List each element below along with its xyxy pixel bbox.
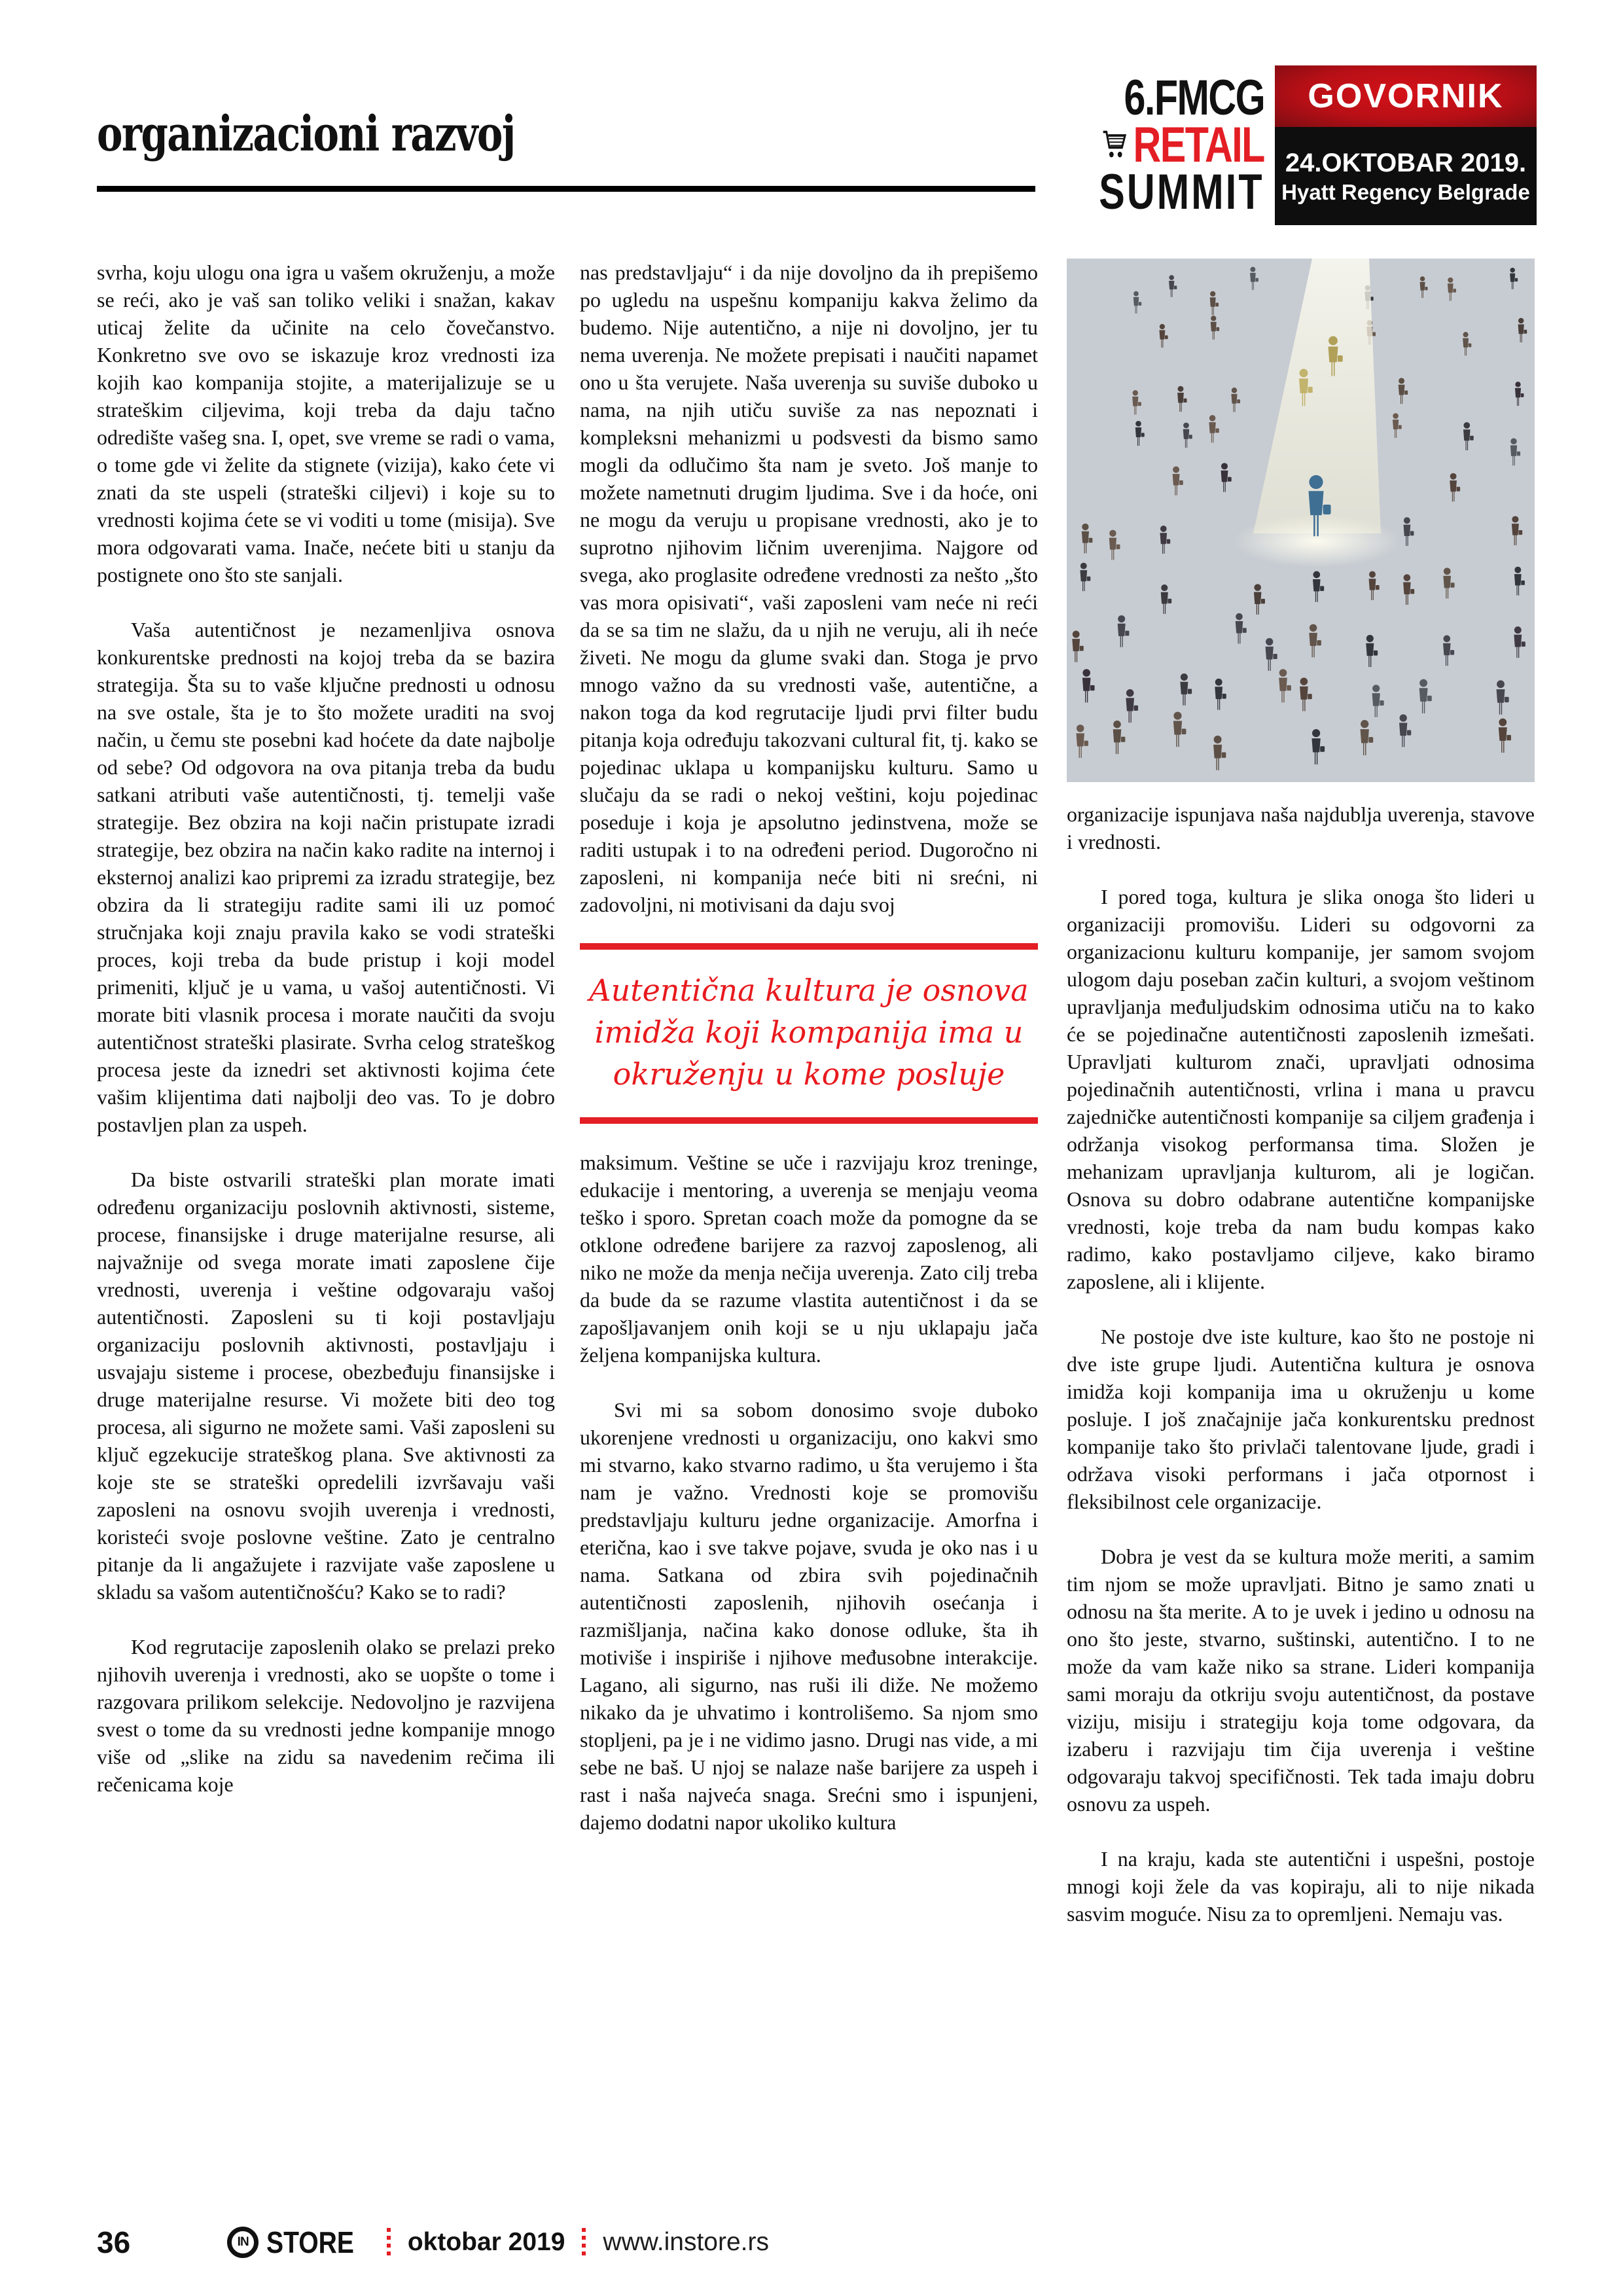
- paragraph: I na kraju, kada ste autentični i uspešni, postoje mnogi koji žele da vas kopiraju, ali to nije nikada sasvim moguće. Nisu za to opremljeni. Nemaju vas.: [1067, 1847, 1535, 1926]
- paragraph: Vaša autentičnost je nezamenljiva osnova konkurentske prednosti na kojoj treba da se bazira strategija. Šta su to vaše ključne prednosti u odnosu na sve ostale, šta je to što možete uraditi na svoj način, u čemu ste posebni kad hoćete da date najbolje od sebe? Od odgovora na ova pitanja treba da budu satkani atributi vaše autentičnosti, tj. temelji vaše strategije. Bez obzira na koji način pristupate izradi strategije, bez obzira na način kako radite na internoj i eksternoj analizi kao pripremi za izradu strategije, bez obzira da li strategiju radite sami ili uz pomoć stručnjaka koji znaju pravila kako se vodi strateški proces, koji treba da bude pristup i koji model primeniti, ključ je u vama, u vašoj autentičnosti. Vi morate biti vlasnik procesa i morate naučiti da svoju autentičnost strateški plasirate. Svrha celog strateškog procesa jeste da iznedri set aktivnosti kojima ćete vašim klijentima dati najbolji deo vas. To je dobro postavljen plan za uspeh.: [97, 618, 555, 1136]
- pull-quote: [580, 943, 1038, 1124]
- footer-site: www.instore.rs: [603, 2228, 769, 2256]
- event-date-box: [1275, 127, 1537, 225]
- summit-line: SUMMIT: [1099, 164, 1264, 220]
- paragraph: svrha, koju ulogu ona igra u vašem okruženju, a može se reći, ako je vaš san toliko veliki i snažan, kakav uticaj želite da učinite na celo čovečanstvo. Konkretno sve ovo se iskazuje kroz vrednosti iza kojih kao kompanija stojite, a materijalizuje se u strateškim ciljevima, koji treba da daju tačno odredište vašeg sna. I, opet, sve vreme se radi o vama, o tome gde vi želite da stignete (vizija), kako ćete vi znati da ste uspeli (strateški ciljevi) i koje su to vrednosti kojima ćete se vi voditi u tome (misija). Sve mora odgovarati vama. Inače, nećete biti u stanju da postignete ono što ste sanjali.: [97, 260, 555, 586]
- shopping-cart-icon: [1101, 127, 1128, 164]
- paragraph: Svi mi sa sobom donosimo svoje duboko ukorenjene vrednosti u organizaciju, ono kakvi smo mi stvarno, kako stvarno radimo, u šta verujemo i šta nam je važno. Vrednosti koje se promovišu predstavljaju kulturu jedne organizacije. Amorfna i eterična, kao i sve takve pojave, svuda je oko nas i u nama. Satkana od zbira svih pojedinačnih autentičnosti zaposlenih, njihovih osećanja i razmišljanja, načina kako donose odluke, šta ih motiviše i inspiriše i njihove međusobne interakcije. Lagano, ali sigurno, nas ruši ili diže. Ne možemo nikako da je uhvatimo i kontrolišemo. Sa njom smo stopljeni, pa je i ne vidimo jasno. Drugi nas vide, a mi sebe ne baš. U njoj se nalaze naše barijere za uspeh i rast i naša najveća snaga. Srećni smo i ispunjeni, dajemo dodatni napor ukoliko kultura: [580, 1398, 1038, 1834]
- footer-month: oktobar 2019: [407, 2228, 565, 2256]
- pull-quote-rule-top: [580, 943, 1038, 950]
- dotted-separator: [387, 2228, 391, 2257]
- paragraph: Da biste ostvarili strateški plan morate imati određenu organizaciju poslovnih aktivnosti, sisteme, procese, finansijske i druge materijalne resurse, ali najvažnije od svega morate imati zaposlene čije vrednosti, uverenja i veštine odgovaraju vašoj autentičnosti. Zaposleni su ti koji postavljaju organizaciju poslovnih aktivnosti, postavljaju i usvajaju sisteme i procese, obezbeđuju finansijske i druge materijalne resurse. Vi možete biti deo tog procesa, ali sigurno ne možete sami. Vaši zaposleni su ključ egzekucije strateškog plana. Sve aktivnosti za koje ste se strateški opredelili izvršavaju vaši zaposleni na osnovu svojih uverenja i vrednosti, koristeći svoje poslovne veštine. Zato je centralno pitanje da li angažujete i razvijate vaše zaposlene u skladu sa vašom autentičnošću? Kako se to radi?: [97, 1168, 555, 1604]
- fmcg-line: 6.FMCG: [1124, 70, 1264, 126]
- event-logo: [1035, 65, 1537, 225]
- column3-text: [1067, 800, 1535, 1928]
- store-wordmark: STORE: [266, 2225, 355, 2259]
- retail-line: RETAIL: [1133, 117, 1264, 173]
- section-title: organizacioni razvoj: [97, 106, 515, 162]
- dotted-separator: [582, 2228, 586, 2257]
- article-column-2: [580, 259, 1038, 1836]
- paragraph: organizacije ispunjava naša najdublja uverenja, stavove i vrednosti.: [1067, 802, 1535, 853]
- paragraph: Kod regrutacije zaposlenih olako se prelazi preko njihovih uverenja i vrednosti, ako se uopšte o tome i razgovara prilikom selekcije. Nedovoljno je razvijena svest o tome da su vrednosti jedne kompanije mnogo više od „slike na zidu sa navedenim rečima ili rečenicama koje: [97, 1635, 555, 1796]
- paragraph: I pored toga, kultura je slika onoga što lideri u organizaciji promovišu. Lideri su odgovorni za organizacionu kulturu kompanije, jer samom svojom ulogom daju poseban začin kulturi, a svojom veštinom upravljanja međuljudskim odnosima utiču na to kako će se pojedinačne autentičnosti zaposlenih izmešati. Upravljati kulturom znači, upravljati odnosima pojedinačnih autentičnosti, vrlina i mana u pravcu zajedničke autentičnosti kompanije sa ciljem građenja i održanja visokog performansa tima. Složen je mehanizam upravljanja kulturom, ali je logičan. Osnova su dobro odabrane autentične kompanijske vrednosti, koje treba da nam budu kompas kako radimo, kako postavljamo ciljeve, kako biramo zaposlene, ali i klijente.: [1067, 885, 1535, 1293]
- column2-bottom: [580, 1149, 1038, 1836]
- column2-top: [580, 259, 1038, 918]
- instore-logo-icon: IN: [227, 2227, 259, 2258]
- event-venue: Hyatt Regency Belgrade: [1281, 179, 1530, 204]
- article-column-3: [1067, 259, 1535, 1928]
- pull-quote-text: Autentična kultura je osnova imidža koji kompanija ima u okruženju u kome posluje: [589, 973, 1029, 1092]
- paragraph: nas predstavljaju“ i da nije dovoljno da ih prepišemo po ugledu na uspešnu kompaniju kakva želimo da budemo. Nije autentično, a nije ni dovoljno, jer tu nema uverenja. Ne možete prepisati i naučiti napamet ono u šta verujete. Naša uverenja su suviše duboko u nama, na njih utiču suviše za nas nepoznati i kompleksni mehanizmi u podsvesti da bismo samo mogli da odlučimo šta nam je sveto. Još manje to možete nametnuti drugim ljudima. Sve i da hoće, oni ne mogu da veruju u propisane vrednosti, ako je to suprotno njihovim ličnim uverenjima. Najgore od svega, ako proglasite određene vrednosti za nešto „što vas mora opisivati“, vaši zaposleni vam neće ni reći da se sa tim ne slažu, da u njih ne veruju, ali ih neće živeti. Ne mogu da glume svaki dan. Stoga je prvo mnogo važno da su vrednosti vaše, autentične, a nakon toga da kod regrutacije ljudi prvi filter budu pitanja koja određuju takozvani cultural fit, tj. kako se pojedinac uklapa u kompanijsku kulturu. Samo u slučaju da se radi o nekoj veštini, koju pojedinac poseduje i koja je apsolutno jedinstvena, može se raditi ustupak i to na određeni period. Dugoročno ni zaposleni, ni kompanija neće biti ni srećni, ni zadovoljni, ni motivisani da daju svoj: [580, 260, 1038, 916]
- speaker-label: GOVORNIK: [1275, 65, 1537, 127]
- event-date: 24.OKTOBAR 2019.: [1285, 148, 1527, 177]
- paragraph: Dobra je vest da se kultura može meriti, a samim tim njom se može upravljati. Bitno je samo znati u odnosu na šta merite. A to je uvek i jedino u odnosu na ono što jeste, stvarno, suštinski, autentično. I to ne može da vam kaže niko sa strane. Lideri kompanija sami moraju da otkriju svoju autentičnost, da postave viziju, misiju i strategiju koja tome odgovara, da izaberu i razvijaju tim čija uverenja i veštine odgovaraju takvoj specifičnosti. Tek tada imaju dobru osnovu za uspeh.: [1067, 1545, 1535, 1816]
- footer: [97, 2223, 1537, 2262]
- page-number: 36: [97, 2225, 131, 2259]
- spotlight-glow: [1233, 515, 1400, 567]
- paragraph: Ne postoje dve iste kulture, kao što ne postoje ni dve iste grupe ljudi. Autentična kultura je osnova imidža koji kompanija ima u okruženju u kome posluje. I još značajnije jača konkurentsku prednost kompanije tako što privlači talentovane ljude, gradi i održava visoki performans i jača otpornost i fleksibilnost cele organizacije.: [1067, 1325, 1535, 1513]
- article-column-1: [97, 259, 555, 1798]
- crowd-image: [1067, 259, 1535, 782]
- paragraph: maksimum. Veštine se uče i razvijaju kroz treninge, edukacije i mentoring, a uverenja se menjaju veoma teško i sporo. Spretan coach može da pomogne da se otklone određene barijere za razvoj zaposlenog, ali niko ne može da menja nečija uverenja. Zato cilj treba da bude da se razume vlastita autentičnost i da se zapošljavanjem onih koji se u nju uklapaju jača željena kompanijska kultura.: [580, 1151, 1038, 1367]
- speaker-badge: [1275, 65, 1537, 225]
- fmcg-summit-wordmark: [1035, 65, 1275, 225]
- pull-quote-rule-bottom: [580, 1117, 1038, 1124]
